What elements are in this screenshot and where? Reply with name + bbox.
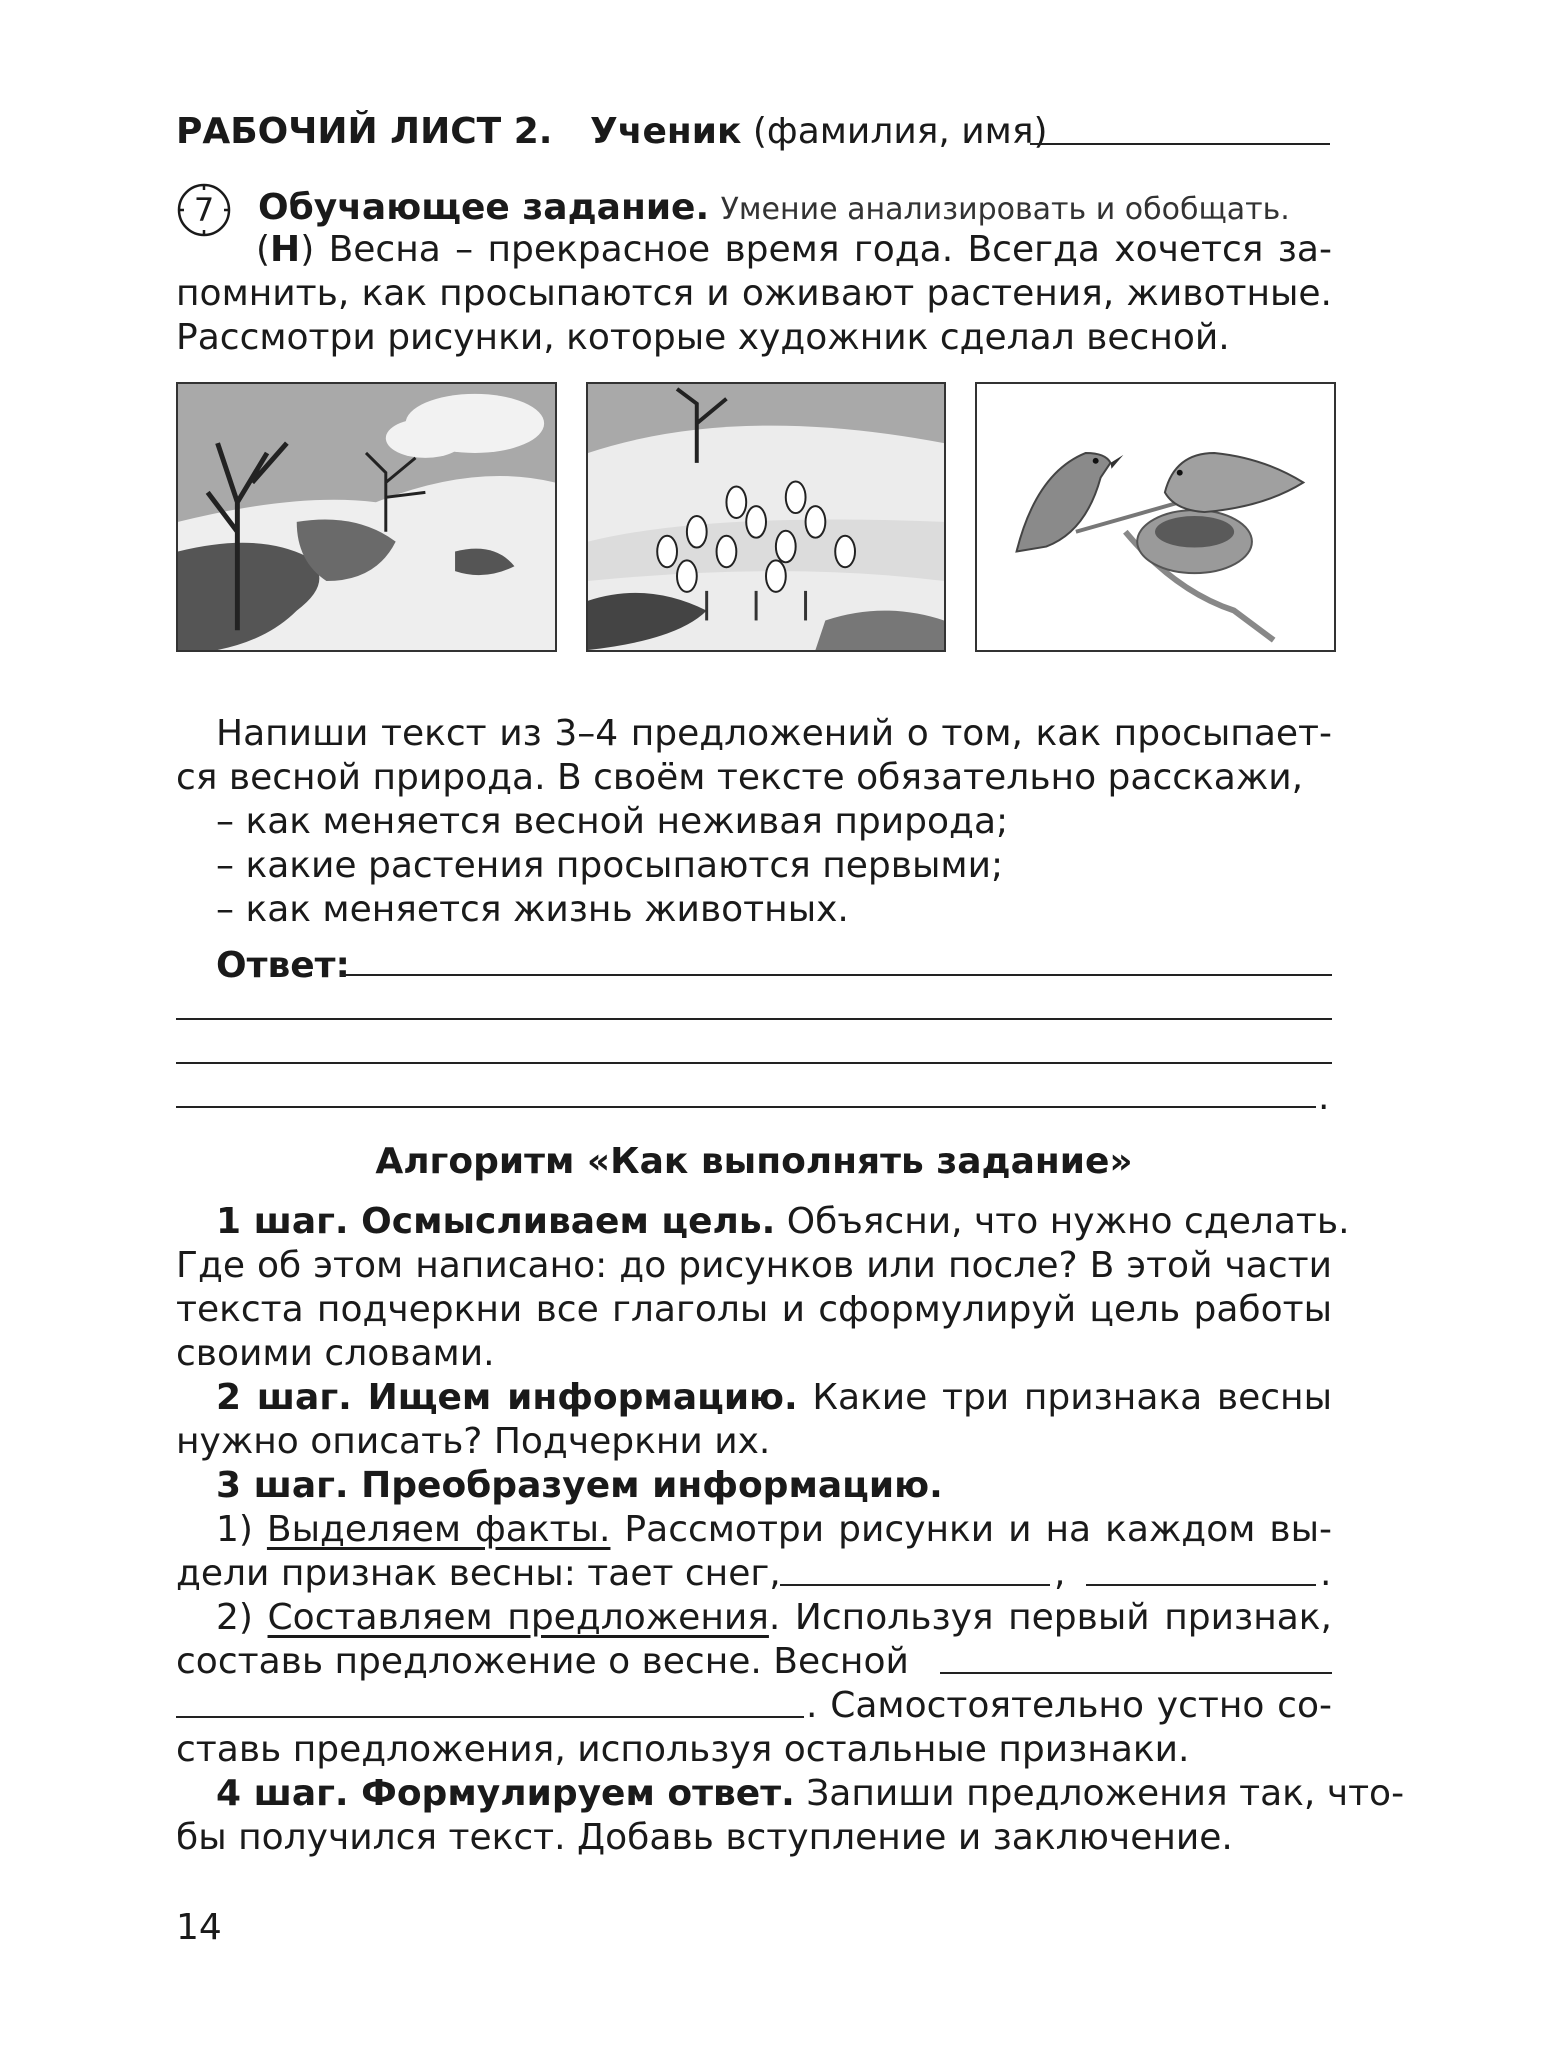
landscape-icon xyxy=(178,384,555,650)
step3-sub2-line-4: ставь предложения, используя остальные признаки. xyxy=(176,1729,1190,1770)
step3-sub1-label: Выделяем факты. xyxy=(266,1509,611,1550)
step1-label: 1 шаг. Осмысливаем цель. xyxy=(216,1201,776,1242)
step3-sub2-line-3: . Самостоятельно устно со- xyxy=(806,1685,1332,1726)
task-level: Н xyxy=(270,229,301,270)
step3-sub2-label: Составляем предложения xyxy=(267,1597,769,1638)
answer-end-period: . xyxy=(1318,1077,1330,1118)
task-intro-line-1: (Н) Весна – прекрасное время года. Всегда хочется за- xyxy=(256,229,1332,270)
answer-line-4[interactable] xyxy=(176,1106,1316,1108)
answer-line-2[interactable] xyxy=(176,1018,1332,1020)
answer-line-3[interactable] xyxy=(176,1062,1332,1064)
task-intro-line-2: помнить, как просыпаются и оживают растения, животные. xyxy=(176,273,1332,314)
instructions-line-1: Напиши текст из 3–4 предложений о том, как просыпает- xyxy=(216,713,1332,754)
step1-line-3: текста подчеркни все глаголы и сформулируй цель работы xyxy=(176,1289,1332,1330)
step4-line-1: 4 шаг. Формулируем ответ. Запиши предложения так, что- xyxy=(216,1773,1405,1814)
step3-sub1-line-2: дели признак весны: тает снег, xyxy=(176,1553,781,1594)
period: . xyxy=(1320,1553,1332,1594)
sheet-title: РАБОЧИЙ ЛИСТ 2. xyxy=(176,111,553,152)
step3-sub1-line-1: 1) Выделяем факты. Рассмотри рисунки и на каждом вы- xyxy=(216,1509,1332,1550)
task-number-badge xyxy=(176,182,232,238)
instructions-line-2: ся весной природа. В своём тексте обязательно расскажи, xyxy=(176,757,1304,798)
step2-line-1: 2 шаг. Ищем информацию. Какие три признака весны xyxy=(216,1377,1332,1418)
step1-line-1: 1 шаг. Осмысливаем цель. Объясни, что нужно сделать. xyxy=(216,1201,1350,1242)
student-label: Ученик xyxy=(590,111,742,152)
task-skill: Умение анализировать и обобщать. xyxy=(720,192,1290,227)
page-number: 14 xyxy=(176,1907,222,1948)
student-hint: (фамилия, имя) xyxy=(752,111,1048,152)
spring-sentence-field-1[interactable] xyxy=(940,1672,1332,1674)
bullet-item: – какие растения просыпаются первыми; xyxy=(216,845,1004,886)
student-name-field[interactable] xyxy=(1030,143,1330,145)
spring-sign-field-2[interactable] xyxy=(1086,1584,1316,1586)
spring-sign-field-1[interactable] xyxy=(780,1584,1050,1586)
answer-line-1[interactable] xyxy=(340,974,1332,976)
answer-label: Ответ: xyxy=(216,945,350,986)
comma: , xyxy=(1054,1553,1066,1594)
birds-icon xyxy=(977,384,1334,650)
snowdrops-picture xyxy=(586,382,946,652)
task-title: Обучающее задание. xyxy=(258,187,710,228)
step3-sub2-line-1: 2) Составляем предложения. Используя первый признак, xyxy=(216,1597,1332,1638)
task-number: 7 xyxy=(193,191,215,229)
step2-line-2: нужно описать? Подчеркни их. xyxy=(176,1421,771,1462)
flowers-icon xyxy=(588,384,944,650)
step4-label: 4 шаг. Формулируем ответ. xyxy=(216,1773,795,1814)
step4-line-2: бы получился текст. Добавь вступление и заключение. xyxy=(176,1817,1233,1858)
algorithm-title: Алгоритм «Как выполнять задание» xyxy=(375,1141,1133,1182)
step1-line-4: своими словами. xyxy=(176,1333,495,1374)
step2-label: 2 шаг. Ищем информацию. xyxy=(216,1377,798,1418)
task-title-row xyxy=(258,186,1290,232)
bullet-item: – как меняется весной неживая природа; xyxy=(216,801,1009,842)
spring-sentence-field-2[interactable] xyxy=(176,1716,804,1718)
bullet-item: – как меняется жизнь животных. xyxy=(216,889,849,930)
task-intro-line-3: Рассмотри рисунки, которые художник сделал весной. xyxy=(176,317,1230,358)
landscape-picture xyxy=(176,382,557,652)
student-label-row xyxy=(590,110,1048,154)
step1-line-2: Где об этом написано: до рисунков или после? В этой части xyxy=(176,1245,1332,1286)
birds-nest-picture xyxy=(975,382,1336,652)
step3-label: 3 шаг. Преобразуем информацию. xyxy=(216,1465,943,1506)
step3-sub2-line-2: составь предложение о весне. Весной xyxy=(176,1641,909,1682)
worksheet-header xyxy=(176,110,552,154)
